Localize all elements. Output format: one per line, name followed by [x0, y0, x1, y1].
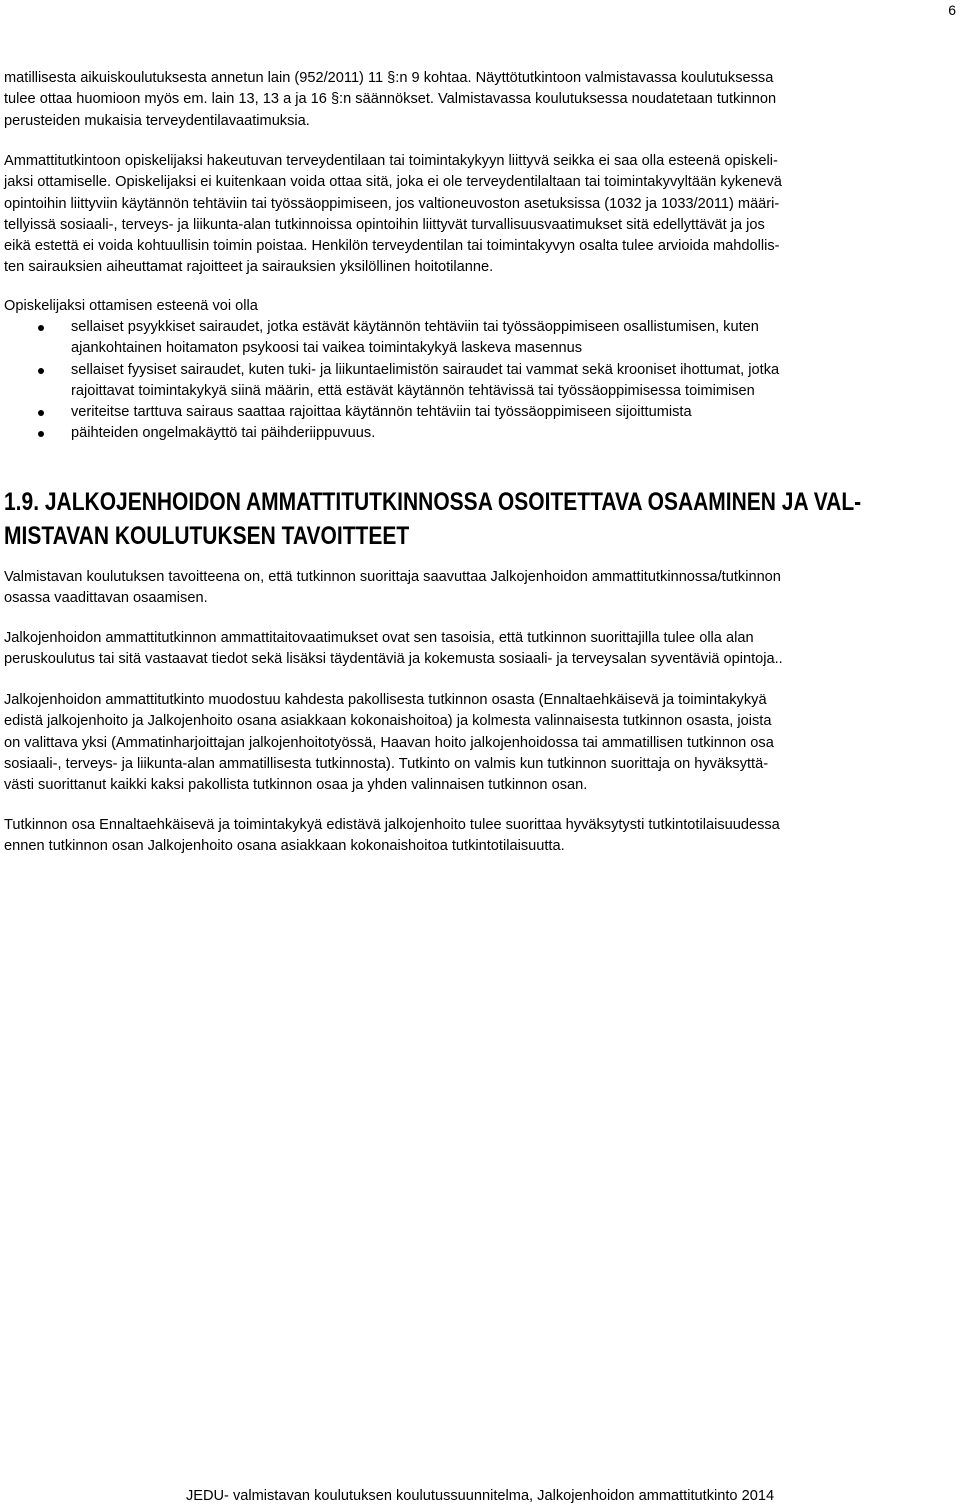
text-line: veriteitse tarttuva sairaus saattaa rajoittaa käytännön tehtäviin tai työssäoppimiseen sijoittumista — [71, 404, 692, 421]
intro-paragraph — [4, 68, 952, 132]
bullet-icon — [38, 368, 44, 374]
text-line: Ammattitutkintoon opiskelijaksi hakeutuvan terveydentilaan tai toimintakykyyn liittyvä seikka ei saa olla esteenä opiskeli- — [4, 153, 778, 169]
text-line: perusteiden mukaisia terveydentilavaatimuksia. — [4, 112, 310, 129]
heading-line: MISTAVAN KOULUTUKSEN TAVOITTEET — [4, 522, 410, 550]
text-line: eikä estettä ei voida kohtuullisin toimin poistaa. Henkilön terveydentilan tai toimintakyvyn osalta tulee arvioida mahdollis- — [4, 238, 780, 255]
text-line: matillisesta aikuiskoulutuksesta annetun lain (952/2011) 11 §:n 9 kohtaa. Näyttötutkintoon valmistavassa koulutuksessa — [4, 70, 774, 86]
page-footer: JEDU- valmistavan koulutuksen koulutussuunnitelma, Jalkojenhoidon ammattitutkinto 2014 — [185, 1488, 775, 1504]
admission-health-paragraph — [4, 151, 952, 279]
goal-paragraph — [4, 567, 952, 610]
text-line: tellyissä sosiaali-, terveys- ja liikunta-alan tutkinnoissa opintoihin liittyvät turvallisuusvaatimukset sitä edellyttävät ja jos — [4, 216, 765, 233]
structure-paragraph — [4, 690, 952, 796]
text-line: opintoihin liittyviin käytännön tehtäviin tai työssäoppimiseen, jos valtioneuvoston asetuksissa (1032 ja 1033/2011) määri- — [4, 195, 780, 212]
text-line: edistä jalkojenhoito ja Jalkojenhoito osana asiakkaan kokonaishoitoa) ja kolmesta valinnaisesta tutkinnon osasta, joista — [4, 713, 772, 730]
text-line: sosiaali-, terveys- ja liikunta-alan ammatillisesta tutkinnosta). Tutkinto on valmis kun tutkinnon suorittaja on hyväksyttä- — [4, 755, 769, 772]
heading-line: 1.9. JALKOJENHOIDON AMMATTITUTKINNOSSA OSOITETTAVA OSAAMINEN JA VAL- — [4, 488, 862, 516]
text-line: ten sairauksien aiheuttamat rajoitteet ja sairauksien yksilöllinen hoitotilanne. — [4, 259, 494, 276]
list-item — [0, 423, 952, 444]
text-line: ajankohtainen hoitamaton psykoosi tai vaikea toimintakykyä laskeva masennus — [71, 340, 583, 357]
text-line: Jalkojenhoidon ammattitutkinnon ammattitaitovaatimukset ovat sen tasoisia, että tutkinnon suorittajilla tulee olla alan — [4, 630, 754, 646]
list-item — [0, 317, 952, 360]
text-line: rajoittavat toimintakykyä siinä määrin, että estävät käytännön tehtävissä tai työssäoppimisessa toimimisen — [71, 382, 755, 399]
list-item — [0, 402, 952, 423]
text-line: osassa vaadittavan osaamisen. — [4, 590, 208, 607]
text-line: Valmistavan koulutuksen tavoitteena on, että tutkinnon suorittaja saavuttaa Jalkojenhoidon ammattitutkinnossa/tutkinnon — [4, 569, 781, 585]
bullet-icon — [38, 410, 44, 416]
page-number: 6 — [948, 2, 956, 18]
text-line: peruskoulutus tai sitä vastaavat tiedot sekä lisäksi täydentäviä ja kokemusta sosiaali- ja terveysalan syventäviä opintoja.. — [4, 651, 783, 668]
bullet-icon — [38, 325, 44, 331]
text-line: on valittava yksi (Ammatinharjoittajan jalkojenhoitotyössä, Haavan hoito jalkojenhoidossa tai ammatillisen tutkinnon osa — [4, 734, 774, 751]
list-intro: Opiskelijaksi ottamisen esteenä voi olla — [4, 298, 258, 314]
requirements-paragraph — [4, 628, 952, 671]
section-heading — [4, 485, 952, 553]
text-line: tulee ottaa huomioon myös em. lain 13, 13 a ja 16 §:n säännökset. Valmistavassa koulutuksessa noudatetaan tutkinnon — [4, 91, 777, 108]
bullet-icon — [38, 431, 44, 437]
obstacle-list — [0, 317, 952, 445]
text-line: jaksi ottamiselle. Opiskelijaksi ei kuitenkaan voida ottaa sitä, joka ei ole terveydentilaltaan tai toimintakyvyltään kykenevä — [4, 174, 782, 191]
text-line: västi suorittanut kaikki kaksi pakollista tutkinnon osaa ja yhden valinnaisen tutkinnon osan. — [4, 777, 588, 794]
order-paragraph — [4, 815, 952, 858]
list-item — [0, 360, 952, 403]
text-line: ennen tutkinnon osan Jalkojenhoito osana asiakkaan kokonaishoitoa tutkintotilaisuutta. — [4, 838, 565, 855]
text-line: Jalkojenhoidon ammattitutkinto muodostuu kahdesta pakollisesta tutkinnon osasta (Ennaltaehkäisevä ja toimintakykyä — [4, 692, 767, 708]
text-line: sellaiset psyykkiset sairaudet, jotka estävät käytännön tehtäviin tai työssäoppimiseen osallistumisen, kuten — [71, 319, 759, 335]
text-line: päihteiden ongelmakäyttö tai päihderiippuvuus. — [71, 425, 376, 442]
text-line: sellaiset fyysiset sairaudet, kuten tuki- ja liikuntaelimistön sairaudet tai vammat sekä krooniset ihottumat, jotka — [71, 361, 780, 378]
text-line: Tutkinnon osa Ennaltaehkäisevä ja toimintakykyä edistävä jalkojenhoito tulee suorittaa hyväksytysti tutkintotilaisuudessa — [4, 817, 780, 833]
